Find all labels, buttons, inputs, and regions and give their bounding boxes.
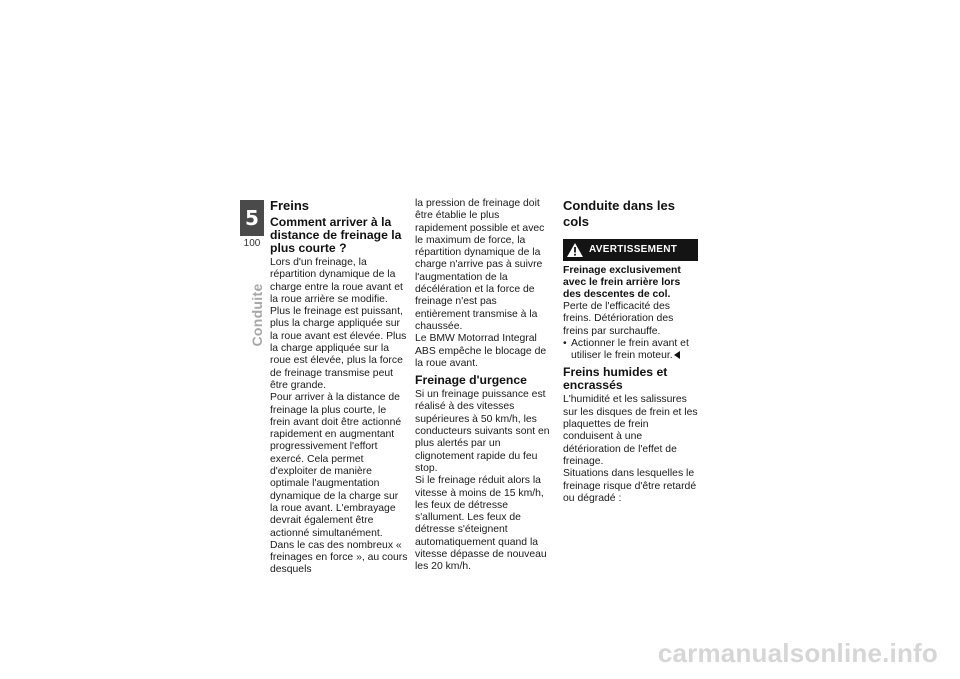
column-1: [270, 198, 408, 577]
section-heading-emergency-braking: Freinage d'urgence: [415, 373, 527, 388]
section-heading-braking-distance: Comment arriver à la distance de freinage la plus courte ?: [270, 215, 402, 255]
paragraph: Situations dans lesquelles le freinage risque d'être retardé ou dégradé :: [563, 468, 697, 504]
page-number: 100: [243, 238, 261, 249]
list-item: [563, 338, 698, 363]
paragraph: Si le freinage réduit alors la vitesse à moins de 15 km/h, les feux de détresse s'allument. Les feux de détresse s'éteignent automatiquement quand la vitesse dépasse de nouveau les 20 km/h.: [415, 475, 547, 573]
paragraph: Si un freinage puissance est réalisé à des vitesses supérieures à 50 km/h, les conducteurs suivants sont en plus alertés par un clignotement rapide du feu stop.: [415, 389, 550, 474]
warning-banner: [563, 239, 698, 261]
paragraph: L'humidité et les salissures sur les disques de frein et les plaquettes de frein conduisent à une détérioration de l'effet de freinage.: [563, 394, 698, 467]
warning-triangle-icon: [567, 243, 583, 257]
chapter-label: Conduite: [249, 283, 265, 347]
column-3: [563, 198, 698, 505]
warning-label: AVERTISSEMENT: [589, 243, 678, 255]
warning-heading: Freinage exclusivement avec le frein arrière lors des descentes de col.: [563, 265, 681, 300]
bullet-icon: •: [563, 337, 567, 349]
page-title: Freins: [270, 198, 310, 213]
paragraph: Le BMW Motorrad Integral ABS empêche le blocage de la roue avant.: [415, 333, 547, 369]
warning-text: Perte de l'efficacité des freins. Détérioration des freins par surchauffe.: [563, 301, 674, 337]
section-heading-wet-brakes: Freins humides et encrassés: [563, 365, 668, 393]
end-mark-icon: [674, 351, 680, 359]
paragraph: Lors d'un freinage, la répartition dynamique de la charge entre la roue avant et la roue arrière se modifie. Plus le freinage est puissant, plus la charge appliquée sur la roue avant est élevée. Plus la charge appliquée sur la roue est élevée, plus la force de freinage transmise peut être grande.: [270, 257, 407, 391]
chapter-number-tab: [240, 200, 264, 236]
paragraph: la pression de freinage doit être établie le plus rapidement possible et avec le maximum de force, la répartition dynamique de la charge n'arrive pas à suivre l'augmentation de la décélération et la force de freinage n'est pas entièrement transmise à la chaussée.: [415, 198, 545, 332]
warning-bullet-text: Actionner le frein avant et utiliser le frein moteur.: [571, 337, 689, 362]
paragraph: Pour arriver à la distance de freinage la plus courte, le frein avant doit être actionné rapidement en augmentant progressivement l'effort exercé. Cela permet d'exploiter de manière optimale l'augmentation dynamique de la charge sur la roue avant. L'embrayage devrait également être actionné simultanément. Dans le cas des nombreux « freinages en force », au cours desquels: [270, 392, 408, 576]
section-heading-mountain-passes: Conduite dans les cols: [563, 198, 675, 229]
watermark: carmanualsonline.info: [657, 638, 938, 668]
chapter-number: 5: [245, 206, 259, 230]
warning-bullet-wrapper: [571, 338, 698, 363]
column-2: [415, 198, 551, 574]
